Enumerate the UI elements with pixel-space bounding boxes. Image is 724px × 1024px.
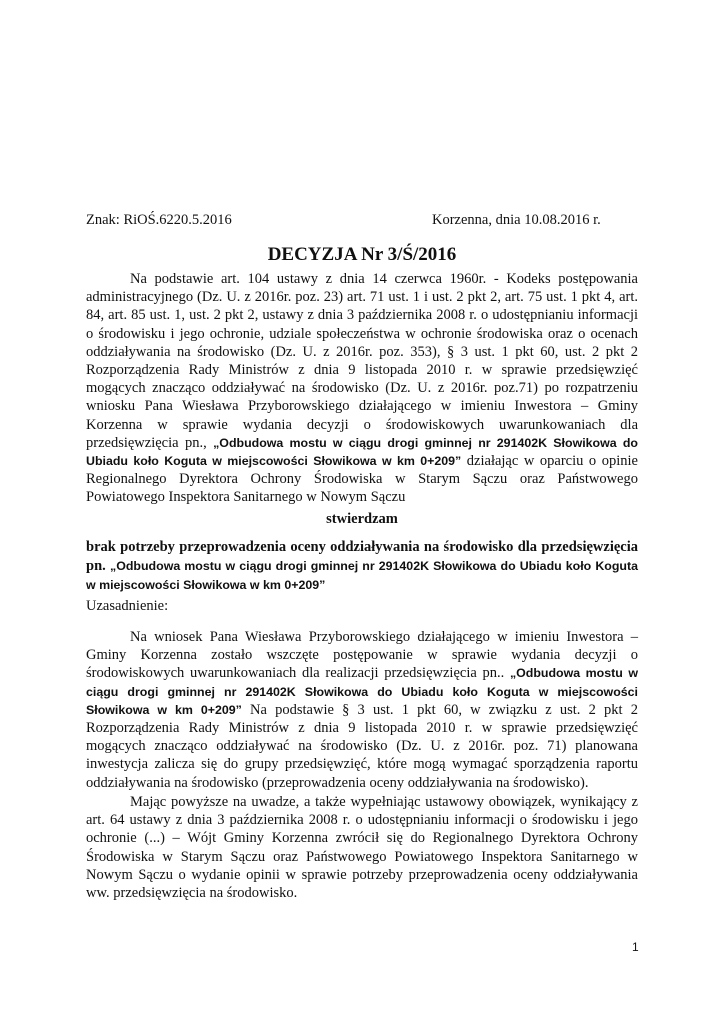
decision-project-name: „Odbudowa mostu w ciągu drogi gminnej nr 291402K Słowikowa do Ubiadu koło Koguta w miejscowości Słowikowa w km 0+209” bbox=[86, 559, 638, 592]
document-page bbox=[86, 0, 638, 1024]
justification-heading: Uzasadnienie: bbox=[86, 598, 169, 614]
decision-title: DECYZJA Nr 3/Ś/2016 bbox=[267, 244, 457, 265]
intro-text: Na podstawie art. 104 ustawy z dnia 14 czerwca 1960r. - Kodeks postępowania administracyjnego (Dz. U. z 2016r. poz. 23) art. 71 ust. 1 i ust. 2 pkt 2, art. 75 ust. 1 pkt 4, art. 84, art. 85 ust. 1, ust. 2 pkt 2, ustawy z dnia 3 października 2008 r. o udostępnianiu informacji o środowisku i jego ochronie, udziale społeczeństwa w ochronie środowiska oraz o ocenach oddziaływania na środowisko (Dz. U. z 2016r. poz. 353), § 3 ust. 1 pkt 60, ust. 2 pkt 2 Rozporządzenia Rady Ministrów z dnia 9 listopada 2010 r. w sprawie przedsięwzięć mogących znacząco oddziaływać na środowisko (Dz. U. z 2016r. poz.71) po rozpatrzeniu wniosku Pana Wiesława Przyborowskiego działającego w imieniu Inwestora – Gminy Korzenna w sprawie wydania decyzji o środowiskowych uwarunkowaniach dla przedsięwzięcia pn., bbox=[86, 271, 638, 451]
para1-project-name: „Odbudowa mostu w ciągu drogi gminnej nr 291402K Słowikowa do Ubiadu koło Koguta w miejscowości Słowikowa w km 0+209” bbox=[86, 666, 638, 717]
justification-paragraph-1 bbox=[86, 628, 638, 792]
place-date: Korzenna, dnia 10.08.2016 r. bbox=[432, 212, 601, 228]
para1-text-after: Na podstawie § 3 ust. 1 pkt 60, w związku z ust. 2 pkt 2 Rozporządzenia Rady Ministrów z dnia 9 listopada 2010 r. w sprawie przedsięwzięć mogących znacząco oddziaływać na środowisko (Dz. U. z 2016r. poz. 71) planowana inwestycja zalicza się do grupy przedsięwzięć, które mogą wymagać sporządzenia raportu oddziaływania na środowisko (przeprowadzenia oceny oddziaływania na środowisko). bbox=[86, 701, 638, 791]
justification-paragraph-2 bbox=[86, 793, 638, 902]
intro-paragraph bbox=[86, 270, 638, 507]
para2-text: Mając powyższe na uwadze, a także wypełniając ustawowy obowiązek, wynikający z art. 64 ustawy z dnia 3 października 2008 r. o udostępnianiu informacji o środowisku i jego ochronie (...) – Wójt Gminy Korzenna zwrócił się do Regionalnego Dyrektora Ochrony Środowiska w Starym Sączu oraz Państwowego Powiatowego Inspektora Sanitarnego w Nowym Sączu o wydanie opinii w sprawie potrzeby przeprowadzenia oceny oddziaływania ww. przedsięwzięcia na środowisko. bbox=[86, 794, 638, 902]
para1-text: Na wniosek Pana Wiesława Przyborowskiego działającego w imieniu Inwestora – Gminy Korzenna zostało wszczęte postępowanie w sprawie wydania decyzji o środowiskowych uwarunkowaniach dla realizacji przedsięwzięcia pn.. bbox=[86, 629, 638, 682]
decision-text: brak potrzeby przeprowadzenia oceny oddziaływania na środowisko dla przedsięwzięcia pn. bbox=[86, 539, 638, 574]
stwierdzam-heading: stwierdzam bbox=[326, 511, 398, 527]
intro-text-after: działając w oparciu o opinie Regionalnego Dyrektora Ochrony Środowiska w Starym Sączu oraz Państwowego Powiatowego Inspektora Sanitarnego w Nowym Sączu bbox=[86, 453, 638, 506]
intro-project-name: „Odbudowa mostu w ciągu drogi gminnej nr 291402K Słowikowa do Ubiadu koło Koguta w miejscowości Słowikowa w km 0+209” bbox=[86, 435, 638, 469]
decision-statement bbox=[86, 538, 638, 595]
page-number: 1 bbox=[632, 940, 639, 954]
case-sign: Znak: RiOŚ.6220.5.2016 bbox=[86, 212, 232, 228]
